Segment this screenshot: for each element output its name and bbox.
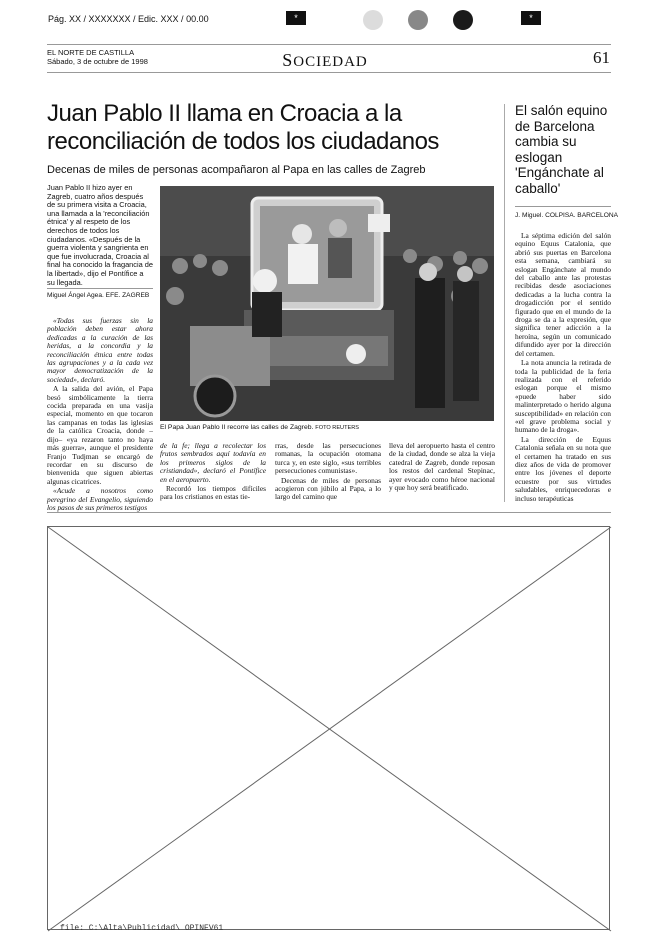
main-col2-para: Recordó los tiempos difíciles para los cristianos en estas tie-: [160, 484, 266, 502]
news-photo-image: [160, 186, 494, 421]
main-col3-para: rras, desde las persecuciones romanas, la ocupación otomana turca y, en este siglo, «sus terribles persecuciones comunistas».: [275, 441, 381, 476]
side-rule: [515, 206, 611, 207]
main-col4-para: lleva del aeropuerto hasta el centro de la ciudad, donde se alza la vieja catedral de Zagreb, donde reposan los restos del cardenal Stepinac, ayer evocado como héroe nacional y que hoy será beatificado.: [389, 441, 495, 493]
story-bottom-rule: [47, 512, 611, 513]
photo-credit: FOTO REUTERS: [315, 425, 360, 431]
side-para: La nota anuncia la retirada de toda la publicidad de la feria realizada con el referido eslogan porque el mismo «puede haber sido malinterpretado o herido alguna susceptibilidad» en relación con «el grave problema social y humano de la droga».: [515, 358, 611, 435]
color-swatch-mid: [408, 10, 428, 30]
header-top-rule: [47, 44, 611, 45]
main-byline: [47, 291, 157, 300]
header-bottom-rule: [47, 72, 611, 73]
side-headline: El salón equino de Barcelona cambia su eslogan 'Engánchate al caballo': [515, 103, 608, 196]
main-byline-name: Miguel Ángel Agea.: [47, 292, 104, 299]
lead-paragraph: [47, 183, 154, 299]
photo-caption: [160, 424, 494, 431]
column-divider: [504, 104, 505, 502]
main-col3-para: Decenas de miles de personas acogieron con júbilo al Papa, a lo largo del camino que: [275, 475, 381, 502]
main-col1-para: «Acude a nosotros como peregrino del Evangelio, siguiendo los pasos de sus primeros testigos: [47, 486, 153, 512]
side-byline-place: COLPISA. BARCELONA: [545, 212, 618, 219]
placeholder-cross: [48, 527, 611, 931]
lead-rule: [47, 288, 153, 289]
main-byline-place: EFE. ZAGREB: [105, 292, 150, 299]
side-para: La séptima edición del salón equino Equus Catalonia, que abrió sus puertas en Barcelona esta semana, cambiará su eslogan Engánchate al mundo del caballo ante las protestas recibidas desde asociaciones dedicadas a la lucha contra la drogadicción por el sentido figurado que en el mundo de la droga se da a la expresión, que significa tener adicción a la heroína, según un comunicado difundido ayer por la dirección del certamen.: [515, 231, 611, 358]
main-column-2: [160, 442, 266, 504]
section-title-rest: OCIEDAD: [293, 54, 368, 70]
ad-placeholder-box: [47, 526, 610, 930]
caption-text: El Papa Juan Pablo II recorre las calles de Zagreb.: [160, 424, 314, 431]
paper-name: EL NORTE DE CASTILLA: [47, 48, 135, 57]
main-col2-para: de la fe; llega a recolectar los frutos sembrados aquí todavía en los primeros siglos de la cristiandad», declaró el Pontífice en el aeropuerto.: [160, 441, 266, 484]
section-title-initial: S: [282, 50, 294, 70]
main-headline: Juan Pablo II llama en Croacia a la reconciliación de todos los ciudadanos: [47, 100, 439, 155]
main-column-4: [389, 442, 495, 504]
side-body: [515, 232, 611, 504]
registration-mark-right: *: [521, 11, 541, 25]
color-swatch-light: [363, 10, 383, 30]
registration-mark-left: *: [286, 11, 306, 25]
news-photo: [160, 186, 494, 421]
main-col1-para: «Todas sus fuerzas sin la población deben estar ahora dedicadas a la curación de las heridas, a la concordia y la reconciliación étnica entre todas las agrupaciones y a la cada vez mayor democratización de la sociedad», declaró.: [47, 316, 153, 384]
page-slug: Pág. XX / XXXXXXX / Edic. XXX / 00.00: [48, 14, 209, 24]
lead-text: Juan Pablo II hizo ayer en Zagreb, cuatro años después de su primera visita a Croacia, una llamada a la 'reconciliación étnica' y al respeto de los derechos de todos los ciudadanos. «Después de la guerra violenta y sangrienta en que fue involucrada, Croacia al final ha conocido la fragancia de la libertad», dijo el Pontífice a su llegada.: [47, 183, 154, 287]
side-byline: [515, 211, 625, 220]
page-number: 61: [593, 48, 610, 67]
side-byline-name: J. Miguel.: [515, 212, 544, 219]
main-column-3: [275, 442, 381, 504]
issue-date: Sábado, 3 de octubre de 1998: [47, 57, 148, 66]
file-path: file: C:\Alta\Publicidad\ OPINEV61: [60, 924, 224, 933]
main-subhead: Decenas de miles de personas acompañaron al Papa en las calles de Zagreb: [47, 164, 426, 176]
color-swatch-dark: [453, 10, 473, 30]
main-column-1: [47, 316, 153, 512]
side-para: La dirección de Equus Catalonia señala en su nota que el certamen ha tratado en sus diez años de vida de promover entre los jóvenes el deporte ecuestre por sus virtudes saludables, enriquecedoras e incluso terapéuticas: [515, 434, 611, 503]
section-title: [0, 50, 650, 71]
main-col1-para: A la salida del avión, el Papa besó simbólicamente la tierra cocida preparada en una vasija especial, momento en que tocaron las campanas en todas las iglesias de la católica Croacia, donde –dijo– «ya rezaron tanto no haya más guerra», aunque el presidente Franjo Tudjman se encargó de recordar en su discurso de bienvenida que siguen abiertas algunas cicatrices.: [47, 384, 153, 486]
